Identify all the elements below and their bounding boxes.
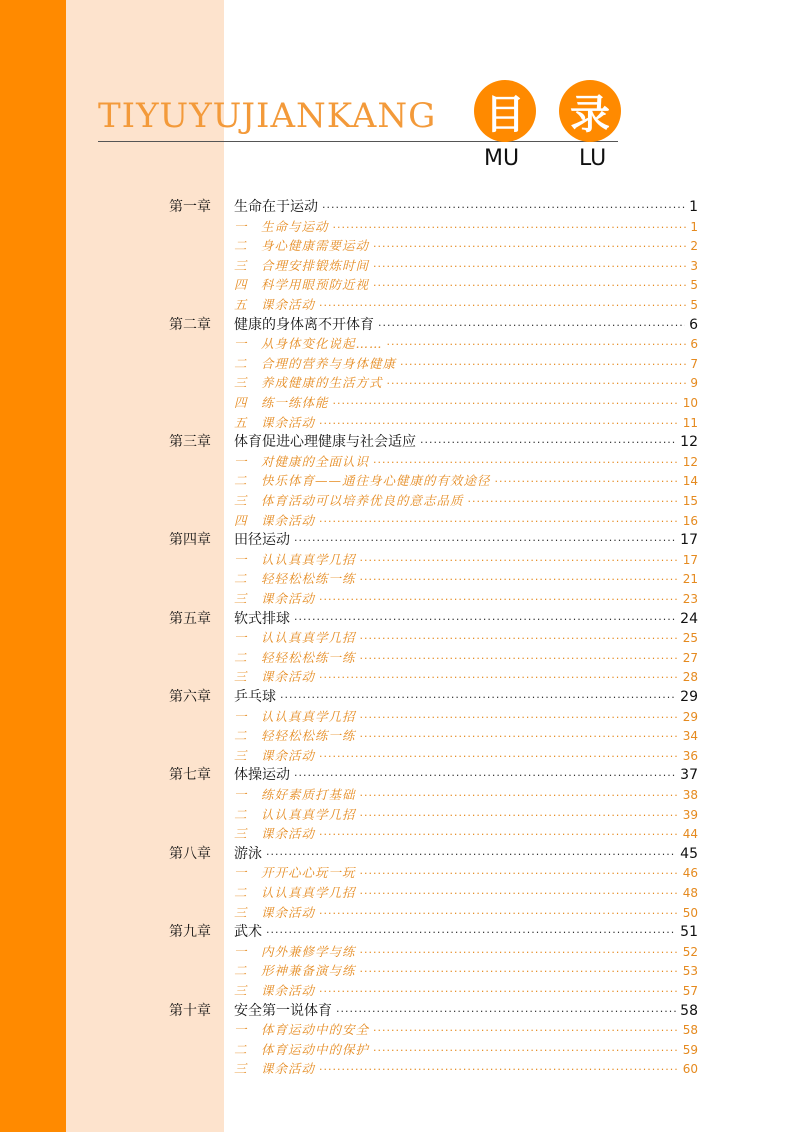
chapter-entry[interactable] [234,609,698,629]
section-entry[interactable] [234,393,698,413]
chapter-number: 第七章 [169,767,211,784]
section-page-number: 3 [690,258,698,273]
section-page-number: 57 [682,984,698,998]
section-title: 二 轻轻松松练一练 [234,649,356,665]
dot-leader [360,864,679,884]
section-title: 一 体育运动中的安全 [234,1022,370,1038]
section-title: 二 形神兼备演与练 [234,963,356,979]
section-page-number: 15 [682,494,698,508]
section-title: 一 认认真真学几招 [234,551,356,567]
toc-chapter-row[interactable] [0,432,800,452]
toc-chapter-row[interactable] [0,609,800,629]
section-page-number: 60 [682,1062,698,1077]
section-page-number: 28 [682,670,698,685]
dot-leader [387,335,687,355]
section-title: 一 认认真真学几招 [234,708,356,724]
section-page-number: 25 [682,631,698,646]
dot-leader [373,1041,679,1061]
dot-leader [360,708,679,728]
toc-section-row[interactable] [0,236,800,256]
section-entry[interactable] [234,942,698,962]
dot-leader [319,825,679,845]
section-title: 四 课余活动 [234,512,316,528]
dot-leader [495,472,679,492]
section-entry[interactable] [234,354,698,374]
chapter-page-number: 1 [689,199,698,215]
section-page-number: 11 [682,415,698,430]
dot-leader [400,355,686,375]
section-title: 二 认认真真学几招 [234,806,356,822]
section-page-number: 7 [690,356,698,371]
header-latin-title: TIYUYUJIANKANG [98,96,437,136]
section-page-number: 16 [682,513,698,528]
toc-chapter-row[interactable] [0,197,800,217]
dot-leader [319,590,679,610]
dot-leader [360,570,679,590]
section-page-number: 23 [682,592,698,606]
section-page-number: 52 [682,944,698,959]
toc-section-row[interactable] [0,628,800,648]
section-page-number: 53 [682,964,698,979]
section-entry[interactable] [234,903,698,923]
dot-leader [373,237,686,257]
toc-section-row[interactable] [0,354,800,374]
section-title: 五 课余活动 [234,414,316,430]
section-page-number: 17 [682,552,698,567]
dot-leader [360,962,679,982]
section-title: 三 体育活动可以培养优良的意志品质 [234,493,464,508]
chapter-title: 田径运动 [234,532,290,549]
toc-section-row[interactable] [0,785,800,805]
toc-section-row[interactable] [0,256,800,276]
toc-section-row[interactable] [0,217,800,237]
dot-leader [333,394,679,414]
section-entry[interactable] [234,1040,698,1060]
toc-section-row[interactable] [0,295,800,315]
chapter-page-number: 58 [680,1002,698,1019]
toc-chapter-row[interactable] [0,844,800,864]
chapter-number: 第六章 [169,689,211,705]
section-title: 一 开开心心玩一玩 [234,865,356,881]
section-page-number: 27 [682,650,698,665]
section-title: 二 轻轻松松练一练 [234,728,356,744]
section-title: 三 课余活动 [234,1061,316,1077]
section-entry[interactable] [234,217,698,237]
dot-leader [266,845,676,865]
chapter-number: 第四章 [169,532,211,549]
chapter-entry[interactable] [234,1001,698,1021]
toc-section-row[interactable] [0,491,800,511]
toc-chapter-row[interactable] [0,687,800,707]
section-title: 四 练一练体能 [234,395,329,410]
section-title: 一 内外兼修学与练 [234,943,356,959]
dot-leader [468,492,679,512]
toc-section-row[interactable] [0,903,800,923]
section-page-number: 36 [682,748,698,763]
section-page-number: 59 [682,1042,698,1057]
dot-leader [266,923,676,943]
section-page-number: 10 [682,396,698,410]
section-page-number: 29 [682,709,698,724]
section-entry[interactable] [234,805,698,825]
section-page-number: 21 [682,572,698,587]
title-char-mu: 目 [474,80,536,142]
dot-leader [322,198,685,218]
section-page-number: 48 [682,886,698,900]
section-title: 三 课余活动 [234,904,316,920]
toc-section-row[interactable] [0,746,800,766]
section-title: 一 生命与运动 [234,218,329,234]
section-entry[interactable] [234,295,698,315]
dot-leader [280,688,676,708]
dot-leader [360,786,679,806]
section-entry[interactable] [234,471,698,491]
chapter-title: 武术 [234,924,262,941]
section-title: 五 课余活动 [234,297,316,312]
section-entry[interactable] [234,648,698,668]
dot-leader [387,374,687,394]
chapter-title: 体育促进心理健康与社会适应 [234,434,416,451]
chapter-number: 第五章 [169,610,211,627]
dot-leader [360,884,679,904]
chapter-number: 第九章 [169,924,211,941]
dot-leader [360,551,679,571]
dot-leader [319,668,679,688]
toc-section-row[interactable] [0,511,800,531]
dot-leader [360,629,679,649]
section-entry[interactable] [234,373,698,393]
toc-section-row[interactable] [0,413,800,433]
section-title: 三 课余活动 [234,669,316,685]
chapter-page-number: 29 [680,689,698,705]
toc-chapter-row[interactable] [0,922,800,942]
toc-section-row[interactable] [0,707,800,727]
toc-section-row[interactable] [0,275,800,295]
section-title: 三 课余活动 [234,826,316,842]
chapter-title: 生命在于运动 [234,199,318,215]
section-page-number: 14 [682,474,698,489]
toc-section-row[interactable] [0,569,800,589]
section-entry[interactable] [234,726,698,746]
chapter-title: 乒乓球 [234,689,276,705]
dot-leader [373,276,686,296]
section-title: 三 课余活动 [234,983,316,998]
chapter-number: 第二章 [169,316,211,333]
chapter-page-number: 24 [680,610,698,627]
chapter-entry[interactable] [234,315,698,335]
section-entry[interactable] [234,746,698,766]
chapter-number: 第三章 [169,434,211,451]
chapter-page-number: 51 [680,924,698,941]
dot-leader [319,414,679,434]
chapter-number: 第八章 [169,845,211,862]
section-title: 一 对健康的全面认识 [234,453,370,469]
toc-section-row[interactable] [0,961,800,981]
section-entry[interactable] [234,863,698,883]
section-entry[interactable] [234,707,698,727]
toc-section-row[interactable] [0,883,800,903]
section-entry[interactable] [234,961,698,981]
chapter-entry[interactable] [234,530,698,550]
toc-section-row[interactable] [0,824,800,844]
section-title: 三 养成健康的生活方式 [234,375,383,391]
section-entry[interactable] [234,256,698,276]
dot-leader [333,218,687,238]
chapter-page-number: 17 [680,532,698,549]
chapter-page-number: 6 [689,316,698,333]
chapter-title: 安全第一说体育 [234,1002,332,1019]
chapter-entry[interactable] [234,844,698,864]
dot-leader [373,257,686,277]
chapter-page-number: 12 [680,434,698,451]
dot-leader [294,766,676,786]
toc-section-row[interactable] [0,550,800,570]
section-entry[interactable] [234,491,698,511]
chapter-title: 体操运动 [234,767,290,784]
toc-chapter-row[interactable] [0,530,800,550]
section-title: 二 合理的营养与身体健康 [234,355,397,371]
chapter-page-number: 45 [680,845,698,862]
toc-section-row[interactable] [0,1040,800,1060]
toc-section-row[interactable] [0,1059,800,1079]
toc-section-row[interactable] [0,648,800,668]
dot-leader [319,904,679,924]
section-page-number: 38 [682,788,698,802]
section-entry[interactable] [234,511,698,531]
section-page-number: 5 [690,298,698,312]
dot-leader [360,806,679,826]
section-title: 二 轻轻松松练一练 [234,571,356,587]
section-title: 二 快乐体育——通往身心健康的有效途径 [234,473,491,489]
toc-section-row[interactable] [0,863,800,883]
dot-leader [420,433,676,453]
toc-section-row[interactable] [0,452,800,472]
subtitle-lu: LU [579,146,607,171]
section-entry[interactable] [234,452,698,472]
section-entry[interactable] [234,824,698,844]
section-entry[interactable] [234,589,698,609]
dot-leader [373,1021,679,1041]
chapter-entry[interactable] [234,687,698,707]
chapter-entry[interactable] [234,197,698,217]
dot-leader [294,610,676,630]
section-title: 二 认认真真学几招 [234,885,356,900]
dot-leader [319,747,679,767]
dot-leader [294,531,676,551]
dot-leader [319,512,679,532]
chapter-entry[interactable] [234,432,698,452]
dot-leader [319,296,686,316]
section-page-number: 12 [682,454,698,469]
toc-section-row[interactable] [0,589,800,609]
section-entry[interactable] [234,785,698,805]
section-title: 三 课余活动 [234,747,316,763]
chapter-number: 第十章 [169,1002,211,1019]
section-title: 二 体育运动中的保护 [234,1041,370,1057]
dot-leader [378,316,685,336]
dot-leader [319,1060,679,1080]
dot-leader [360,727,679,747]
section-page-number: 5 [690,278,698,293]
dot-leader [360,943,679,963]
toc-section-row[interactable] [0,805,800,825]
section-title: 一 认认真真学几招 [234,630,356,646]
section-title: 三 课余活动 [234,591,316,606]
section-page-number: 1 [690,219,698,234]
dot-leader [373,453,679,473]
toc-section-row[interactable] [0,471,800,491]
chapter-entry[interactable] [234,765,698,785]
section-page-number: 46 [682,866,698,881]
section-page-number: 6 [690,337,698,352]
section-entry[interactable] [234,334,698,354]
section-entry[interactable] [234,236,698,256]
dot-leader [336,1002,676,1022]
chapter-number: 第一章 [169,199,211,215]
toc-section-row[interactable] [0,726,800,746]
toc-section-row[interactable] [0,1020,800,1040]
section-title: 一 练好素质打基础 [234,787,356,802]
section-entry[interactable] [234,981,698,1001]
section-entry[interactable] [234,1059,698,1079]
section-entry[interactable] [234,275,698,295]
chapter-title: 软式排球 [234,610,290,627]
toc-section-row[interactable] [0,393,800,413]
chapter-title: 游泳 [234,845,262,862]
chapter-title: 健康的身体离不开体育 [234,316,374,333]
section-entry[interactable] [234,413,698,433]
section-entry[interactable] [234,667,698,687]
dot-leader [319,982,679,1002]
section-entry[interactable] [234,1020,698,1040]
toc-chapter-row[interactable] [0,765,800,785]
section-page-number: 50 [682,905,698,920]
section-entry[interactable] [234,550,698,570]
section-page-number: 2 [690,239,698,254]
section-page-number: 34 [682,729,698,744]
section-entry[interactable] [234,883,698,903]
dot-leader [360,649,679,669]
section-title: 一 从身体变化说起…… [234,336,383,352]
toc-section-row[interactable] [0,667,800,687]
chapter-entry[interactable] [234,922,698,942]
section-title: 三 合理安排锻炼时间 [234,257,370,273]
section-page-number: 58 [682,1023,698,1038]
section-title: 二 身心健康需要运动 [234,238,370,254]
section-page-number: 44 [682,827,698,842]
chapter-page-number: 37 [680,767,698,784]
title-char-lu: 录 [559,80,621,142]
toc-chapter-row[interactable] [0,315,800,335]
section-page-number: 39 [682,807,698,822]
subtitle-mu: MU [484,146,520,171]
toc-section-row[interactable] [0,942,800,962]
section-page-number: 9 [690,376,698,391]
toc-section-row[interactable] [0,981,800,1001]
section-entry[interactable] [234,569,698,589]
section-entry[interactable] [234,628,698,648]
toc-chapter-row[interactable] [0,1001,800,1021]
section-title: 四 科学用眼预防近视 [234,277,370,293]
toc-section-row[interactable] [0,334,800,354]
toc-section-row[interactable] [0,373,800,393]
